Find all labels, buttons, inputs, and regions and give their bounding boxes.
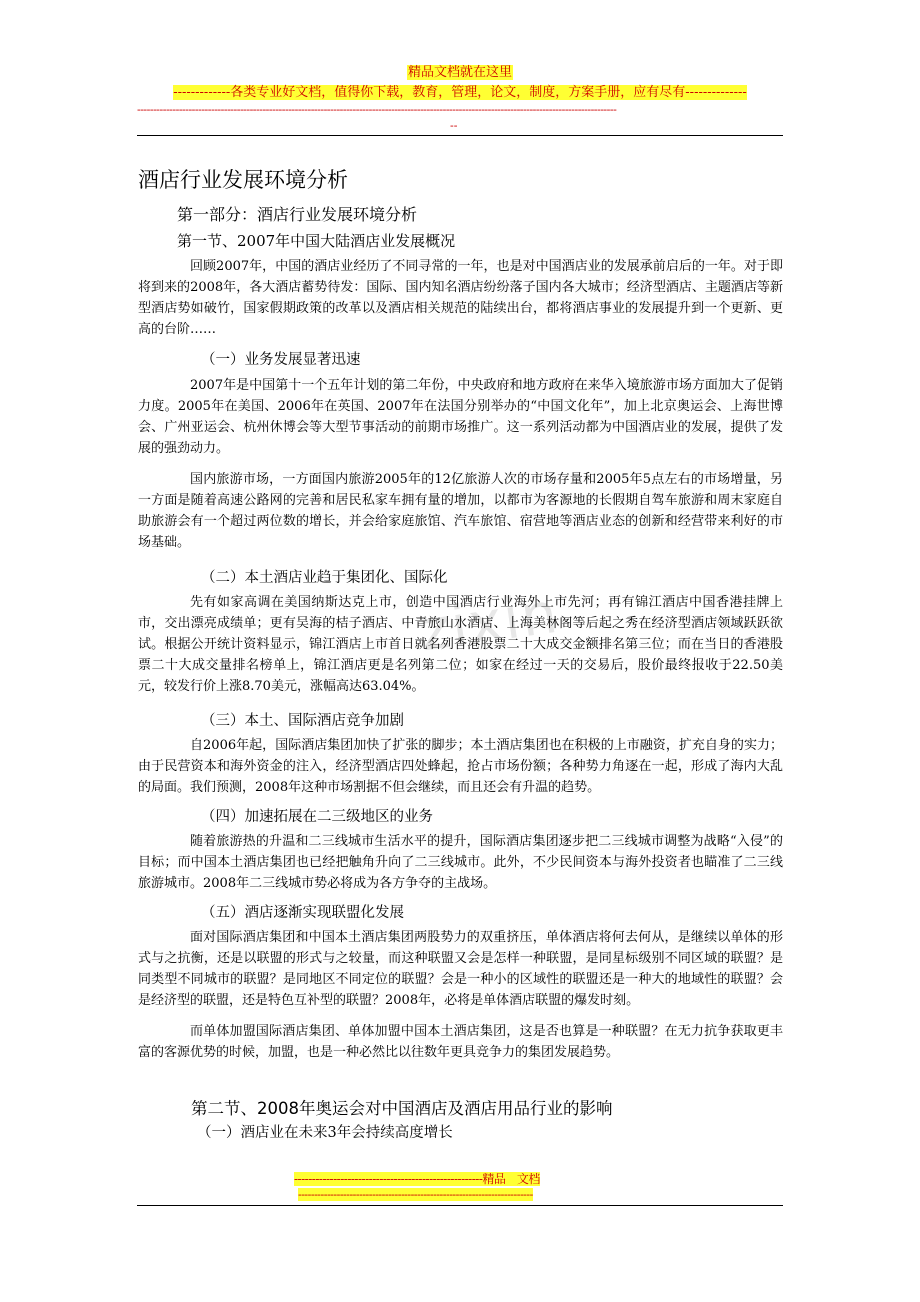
- subsection1-heading: （一）业务发展显著迅速: [201, 352, 361, 368]
- header-rule: [137, 135, 783, 136]
- header-dash-tail: --: [450, 119, 458, 132]
- subsection1-paragraph1: 2007年是中国第十一个五年计划的第二年份，中央政府和地方政府在来华入境旅游市场方面加大了促销力度。2005年在美国、2006年在英国、2007年在法国分别举办的“中国文化年”，加上北京奥运会、上海世博会、广州亚运会、杭州休博会等大型节事活动的前期市场推广。这一系列活动都为中国酒店业的发展，提供了发展的强劲动力。: [138, 378, 783, 456]
- header-banner-title: 精品文档就在这里: [407, 65, 512, 80]
- document-title: 酒店行业发展环境分析: [138, 168, 348, 192]
- subsection5-paragraph1: 面对国际酒店集团和中国本土酒店集团两股势力的双重挤压，单体酒店将何去何从，是继续以单体的形式与之抗衡，还是以联盟的形式与之较量，而这种联盟又会是怎样一种联盟，是同星标级别不同区域的联盟？是同类型不同城市的联盟？是同地区不同定位的联盟？会是一种小的区域性的联盟还是一种大的地域性的联盟？会是经济型的联盟，还是特色互补型的联盟？2008年，必将是单体酒店联盟的爆发时刻。: [138, 930, 783, 1008]
- footer-banner-line1: -----------------------------------------------------精品 文档: [294, 1172, 540, 1186]
- subsection2-heading: （二）本土酒店业趋于集团化、国际化: [201, 570, 448, 586]
- footer-banner-line2: -------------------------------------------------------------------------: [298, 1188, 533, 1201]
- section2-heading: 第二节、2008年奥运会对中国酒店及酒店用品行业的影响: [191, 1099, 613, 1118]
- subsection2-paragraph1: 先有如家高调在美国纳斯达克上市，创造中国酒店行业海外上市先河；再有锦江酒店中国香港挂牌上市，交出漂亮成绩单；更有吴海的桔子酒店、中青旅山水酒店、上海美林阁等后起之秀在经济型酒店领域跃跃欲试。根据公开统计资料显示，锦江酒店上市首日就名列香港股票二十大成交金额排名第三位；而在当日的香港股票二十大成交量排名榜单上，锦江酒店更是名列第二位；如家在经过一天的交易后，股价最终报收于22.50美元，较发行价上涨8.70美元，涨幅高达63.04%。: [138, 595, 783, 694]
- section1-heading: 第一节、2007年中国大陆酒店业发展概况: [177, 232, 456, 250]
- subsection4-heading: （四）加速拓展在二三级地区的业务: [201, 809, 433, 825]
- subsection4-paragraph1: 随着旅游热的升温和二三线城市生活水平的提升，国际酒店集团逐步把二三线城市调整为战略“入侵”的目标；而中国本土酒店集团也已经把触角升向了二三线城市。此外，不少民间资本与海外投资者也瞄准了二三线旅游城市。2008年二三线城市势必将成为各方争夺的主战场。: [138, 834, 783, 891]
- watermark-logo: zixin: [416, 580, 564, 665]
- subsection3-paragraph1: 自2006年起，国际酒店集团加快了扩张的脚步；本土酒店集团也在积极的上市融资，扩充自身的实力；由于民营资本和海外资金的注入，经济型酒店四处蜂起，抢占市场份额；各种势力角逐在一起，形成了海内大乱的局面。我们预测，2008年这种市场割据不但会继续，而且还会有升温的趋势。: [138, 738, 783, 795]
- footer-rule: [137, 1205, 783, 1206]
- intro-paragraph: 回顾2007年，中国的酒店业经历了不同寻常的一年，也是对中国酒店业的发展承前启后的一年。对于即将到来的2008年，各大酒店蓄势待发：国际、国内知名酒店纷纷落子国内各大城市；经济型酒店、主题酒店等新型酒店势如破竹，国家假期政策的改革以及酒店相关规范的陆续出台，都将酒店事业的发展提升到一个更新、更高的台阶……: [138, 259, 783, 337]
- subsection3-heading: （三）本土、国际酒店竞争加剧: [201, 713, 404, 729]
- subsection6-heading: （一）酒店业在未来3年会持续高度增长: [197, 1125, 453, 1141]
- subsection5-heading: （五）酒店逐渐实现联盟化发展: [201, 905, 404, 921]
- subsection1-paragraph2: 国内旅游市场，一方面国内旅游2005年的12亿旅游人次的市场存量和2005年5点左右的市场增量，另一方面是随着高速公路网的完善和居民私家车拥有量的增加，以都市为客源地的长假期自驾车旅游和周末家庭自助旅游会有一个超过两位数的增长，并会给家庭旅馆、汽车旅馆、宿营地等酒店业态的创新和经营带来利好的市场基础。: [138, 472, 783, 550]
- subsection5-paragraph2: 而单体加盟国际酒店集团、单体加盟中国本土酒店集团，这是否也算是一种联盟？在无力抗争获取更丰富的客源优势的时候，加盟，也是一种必然比以往数年更具竞争力的集团发展趋势。: [138, 1024, 783, 1060]
- header-dash-line: -----------------------------------------------------------------------------------------------------------------------------------------------------: [137, 103, 617, 116]
- header-banner-slogan: -------------各类专业好文档，值得你下载，教育，管理，论文，制度，方案手册，应有尽有--------------: [173, 85, 747, 100]
- part-heading: 第一部分：酒店行业发展环境分析: [177, 205, 418, 224]
